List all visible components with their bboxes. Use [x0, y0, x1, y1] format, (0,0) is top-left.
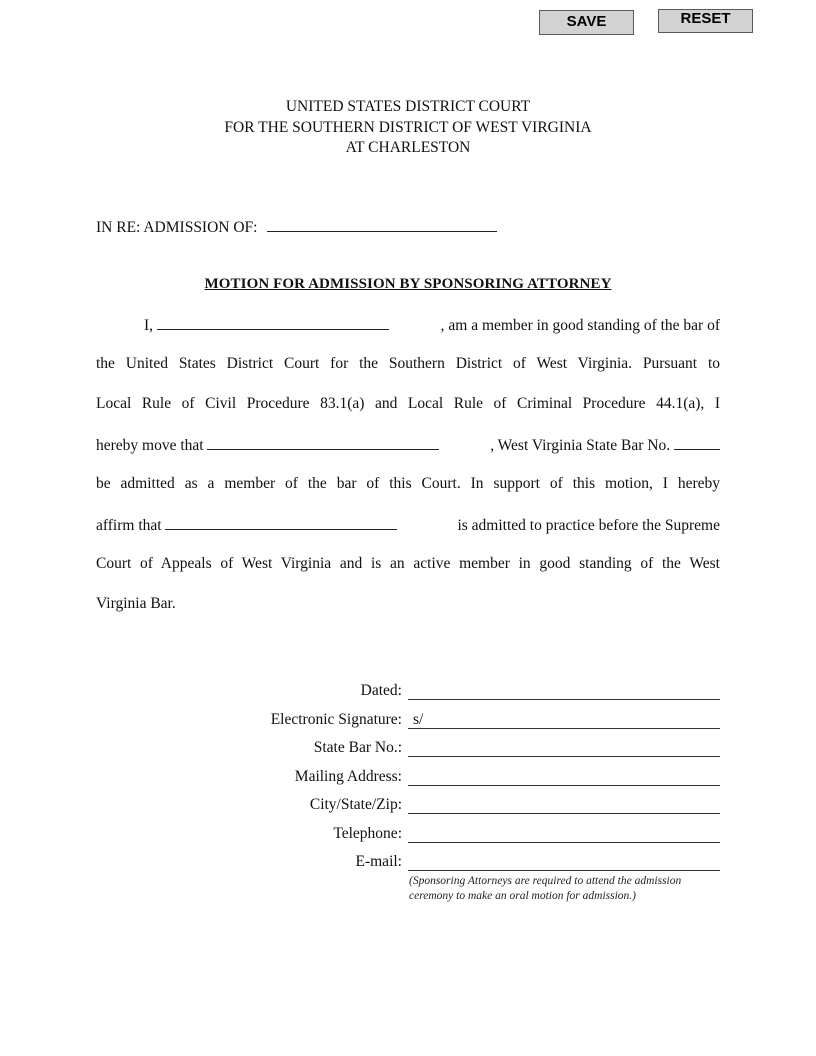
body-text: , am a member in good standing of the bar of	[440, 317, 720, 334]
esig-row	[0, 711, 816, 733]
body-text-fragment: I,	[144, 317, 154, 334]
esig-field[interactable]: s/	[408, 711, 720, 729]
reset-button[interactable]: RESET	[658, 9, 753, 33]
sponsor-name-field[interactable]	[157, 315, 389, 330]
email-field[interactable]	[408, 853, 720, 871]
bar-no-label: State Bar No.:	[313, 739, 402, 756]
city-state-zip-field[interactable]	[408, 796, 720, 814]
save-button[interactable]: SAVE	[539, 10, 634, 35]
telephone-field[interactable]	[408, 825, 720, 843]
body-text	[96, 435, 439, 455]
dated-field[interactable]	[408, 682, 720, 700]
applicant-name-field[interactable]	[207, 435, 439, 450]
email-label: E-mail:	[355, 853, 402, 870]
body-line-7: Court of Appeals of West Virginia and is an active member in good standing of the West	[96, 555, 720, 572]
mailing-row	[0, 768, 816, 790]
applicant-bar-number-field[interactable]	[674, 435, 720, 450]
motion-title: MOTION FOR ADMISSION BY SPONSORING ATTORNEY	[204, 276, 612, 292]
body-text-fragment: affirm that	[96, 517, 162, 534]
body-line-1	[96, 315, 720, 335]
body-text	[96, 515, 397, 535]
body-line-3: Local Rule of Civil Procedure 83.1(a) and Local Rule of Criminal Procedure 44.1(a), I	[96, 395, 720, 412]
phone-row	[0, 825, 816, 847]
city-row	[0, 796, 816, 818]
body-line-5: be admitted as a member of the bar of this Court. In support of this motion, I hereby	[96, 475, 720, 492]
dated-label: Dated:	[360, 682, 402, 699]
body-line-8: Virginia Bar.	[96, 595, 176, 612]
body-text-fragment: hereby move that	[96, 437, 204, 454]
applicant-name-field-2[interactable]	[165, 515, 397, 530]
court-header-line-3: AT CHARLESTON	[345, 139, 471, 156]
sponsor-note-line-1: (Sponsoring Attorneys are required to attend the admission	[409, 875, 682, 887]
court-header-line-1: UNITED STATES DISTRICT COURT	[285, 98, 531, 115]
body-text	[96, 315, 389, 335]
court-header-line-2: FOR THE SOUTHERN DISTRICT OF WEST VIRGINIA	[224, 118, 592, 136]
in-re-row	[96, 216, 497, 237]
body-line-2: the United States District Court for the Southern District of West Virginia. Pursuant to	[96, 355, 720, 372]
esig-label: Electronic Signature:	[270, 711, 402, 728]
bar-no-field[interactable]	[408, 739, 720, 757]
body-text	[490, 435, 720, 455]
mailing-label: Mailing Address:	[294, 768, 402, 785]
sponsor-note	[409, 874, 681, 904]
body-line-6	[96, 515, 720, 535]
dated-row	[0, 682, 816, 704]
court-header	[0, 97, 816, 159]
body-line-4	[96, 435, 720, 455]
mailing-address-field[interactable]	[408, 768, 720, 786]
phone-label: Telephone:	[333, 825, 402, 842]
in-re-label: IN RE: ADMISSION OF:	[96, 219, 258, 236]
city-label: City/State/Zip:	[309, 796, 402, 813]
body-text: is admitted to practice before the Supreme	[457, 517, 720, 534]
sponsor-note-line-2: ceremony to make an oral motion for admission.)	[409, 890, 636, 902]
admission-of-field[interactable]	[267, 216, 497, 232]
body-text-fragment: , West Virginia State Bar No.	[490, 437, 671, 454]
email-row	[0, 853, 816, 875]
bar-no-row	[0, 739, 816, 761]
